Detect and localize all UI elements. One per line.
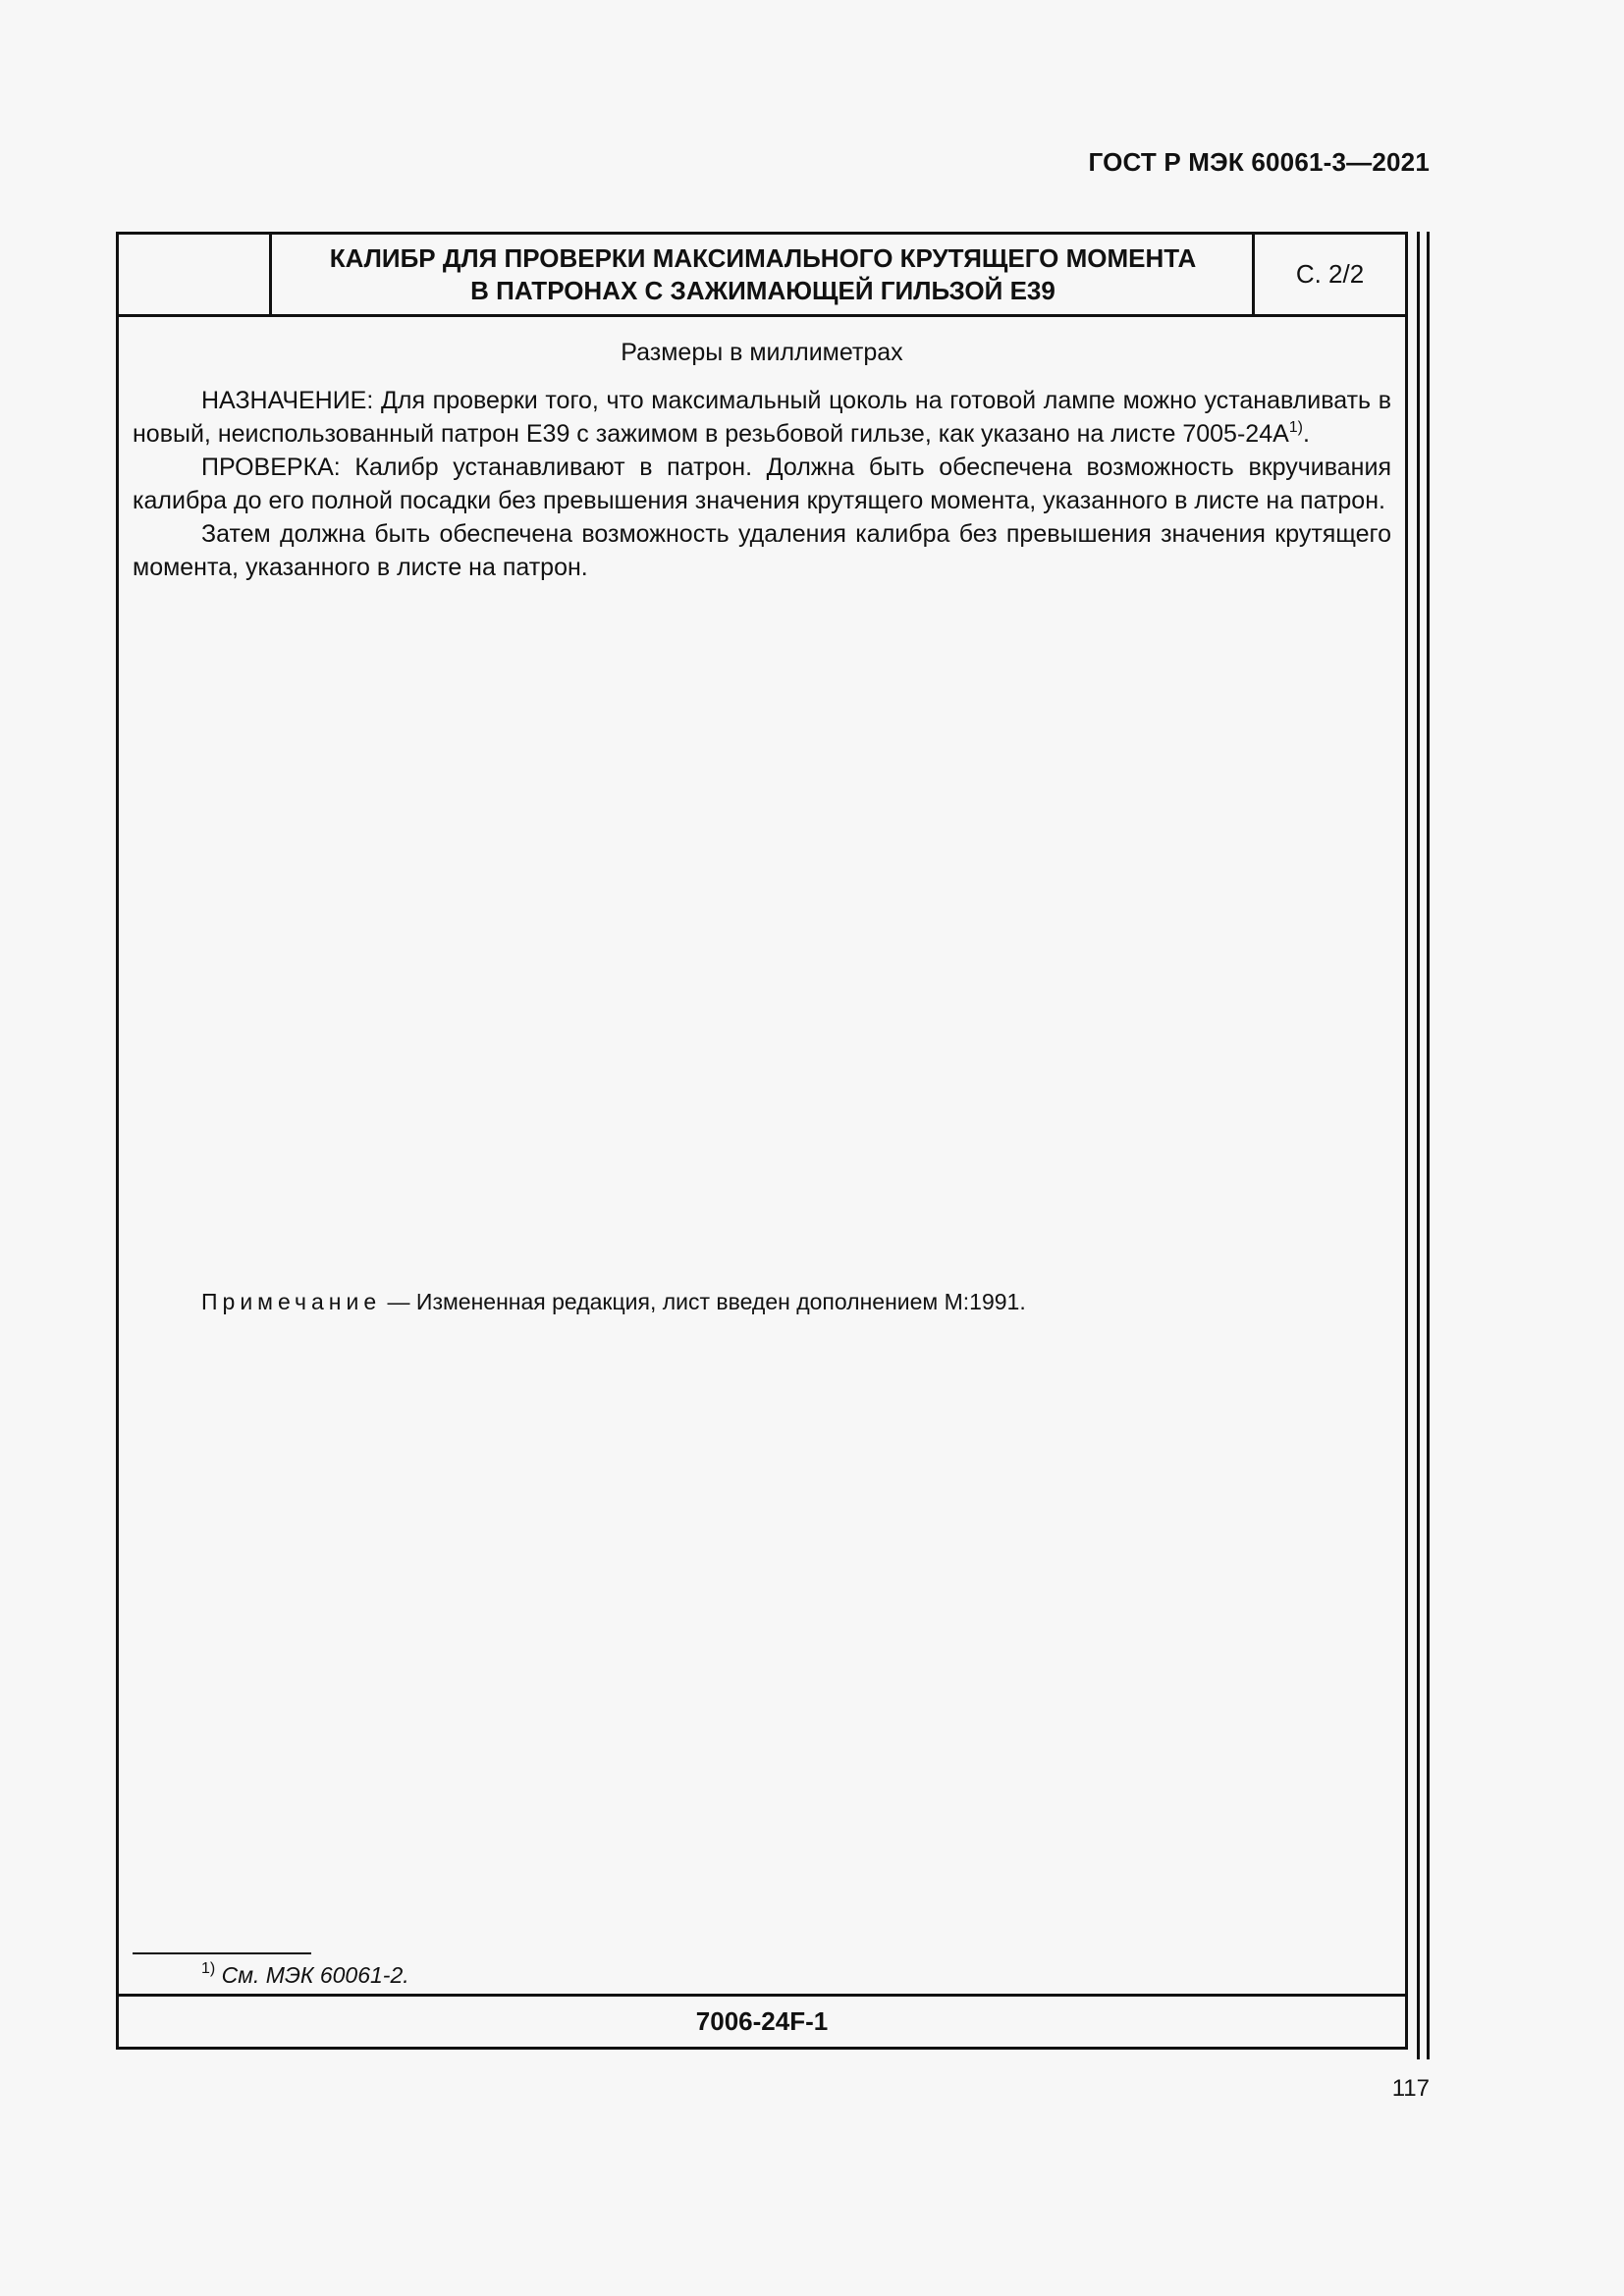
- note: [201, 1289, 1026, 1315]
- note-label: Примечание: [201, 1289, 382, 1314]
- header-empty-cell: [119, 235, 272, 314]
- sheet-header: [119, 235, 1405, 317]
- footnote-ref[interactable]: 1): [1288, 419, 1304, 436]
- sheet-title-line-1: КАЛИБР ДЛЯ ПРОВЕРКИ МАКСИМАЛЬНОГО КРУТЯЩЕГО МОМЕНТА: [329, 242, 1197, 273]
- paragraph-purpose: [133, 384, 1391, 451]
- footnote: [201, 1962, 409, 1989]
- note-text: — Измененная редакция, лист введен дополнением М:1991.: [381, 1289, 1026, 1314]
- paragraph-check: ПРОВЕРКА: Калибр устанавливают в патрон. Должна быть обеспечена возможность вкручивания калибра до его полной посадки без превышения значения крутящего момента, указанного в листе на патрон.: [133, 454, 1391, 514]
- purpose-period: .: [1303, 420, 1310, 448]
- sheet-title: [272, 235, 1254, 314]
- sheet-frame: [116, 232, 1408, 2050]
- binding-line-outer: [1427, 232, 1430, 2059]
- page-number: 117: [1391, 2075, 1430, 2102]
- sheet-body: [133, 384, 1391, 584]
- paragraph-removal: Затем должна быть обеспечена возможность удаления калибра без превышения значения крутящего момента, указанного в листе на патрон.: [133, 520, 1391, 581]
- footnote-divider: [133, 1952, 311, 1954]
- sheet-page-label: С. 2/2: [1252, 235, 1405, 314]
- sheet-title-line-2: В ПАТРОНАХ С ЗАЖИМАЮЩЕЙ ГИЛЬЗОЙ Е39: [470, 275, 1056, 305]
- footnote-text: См. МЭК 60061-2.: [215, 1962, 409, 1988]
- sheet-number: 7006-24F-1: [119, 1994, 1405, 2047]
- document-code: ГОСТ Р МЭК 60061-3—2021: [1088, 147, 1430, 177]
- footnote-marker: 1): [201, 1960, 216, 1977]
- purpose-text: НАЗНАЧЕНИЕ: Для проверки того, что максимальный цоколь на готовой лампе можно устанавливать в новый, неиспользованный патрон Е39 с зажимом в резьбовой гильзе, как указано на листе 7005-24А: [133, 387, 1391, 448]
- dimensions-note: Размеры в миллиметрах: [621, 339, 903, 366]
- binding-line-inner: [1417, 232, 1420, 2059]
